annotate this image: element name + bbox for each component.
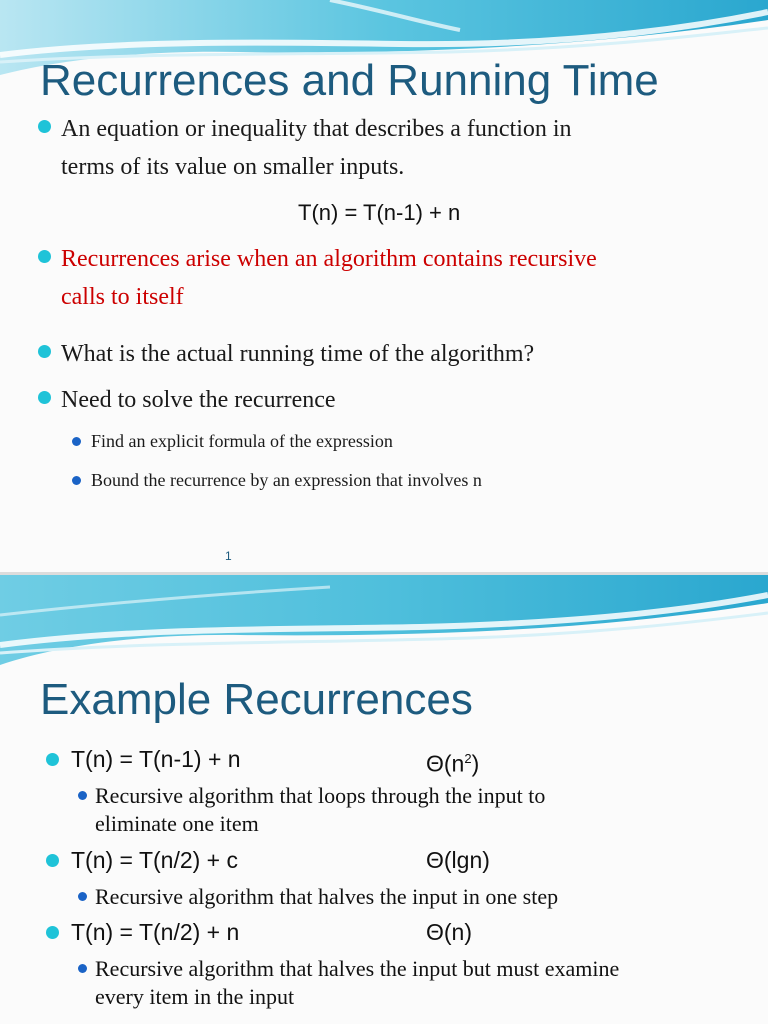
description-line: Recursive algorithm that halves the input but must examine [95, 956, 620, 981]
bullet-text-line: calls to itself [61, 284, 184, 310]
description-line: eliminate one item [95, 811, 259, 836]
bullet-dot-icon [46, 926, 59, 939]
sub-bullet-dot-icon [78, 791, 87, 800]
recurrence-equation: T(n) = T(n/2) + c [71, 847, 239, 873]
bullet-solve-recurrence [38, 381, 336, 419]
sub-bullet-text: Bound the recurrence by an expression that involves n [91, 470, 482, 490]
recurrence-row [46, 845, 490, 875]
recurrence-description [78, 883, 758, 911]
sub-bullet-bound [72, 468, 482, 492]
slide-title: Recurrences and Running Time [40, 56, 659, 105]
bullet-text-line: What is the actual running time of the algorithm? [61, 341, 535, 367]
asymptotic-bound: Θ(lgn) [426, 847, 490, 873]
sub-bullet-text: Find an explicit formula of the expression [91, 431, 393, 451]
recurrence-row [46, 744, 479, 779]
bullet-text-line: Recurrences arise when an algorithm contains recursive [61, 246, 597, 272]
description-line: Recursive algorithm that loops through the input to [95, 783, 546, 808]
bullet-dot-icon [38, 345, 51, 358]
bullet-text-line: Need to solve the recurrence [61, 387, 336, 413]
recurrence-description [78, 782, 758, 838]
recurrence-equation: T(n) = T(n-1) + n [71, 746, 241, 772]
bullet-dot-icon [46, 753, 59, 766]
bullet-text-line: terms of its value on smaller inputs. [61, 154, 405, 180]
bullet-dot-icon [38, 250, 51, 263]
asymptotic-bound: $\Theta(n^2)$ [426, 750, 480, 777]
sub-bullet-dot-icon [72, 476, 81, 485]
sub-bullet-dot-icon [78, 892, 87, 901]
recurrence-row-partial [46, 1015, 71, 1024]
wave-header-decoration [0, 575, 768, 670]
bullet-running-time-question [38, 335, 534, 373]
bullet-definition [38, 110, 572, 186]
recurrence-description [78, 955, 758, 1011]
recurrence-formula: T(n) = T(n-1) + n [298, 200, 461, 225]
sub-bullet-dot-icon [72, 437, 81, 446]
slide-title: Example Recurrences [40, 675, 473, 724]
description-line: Recursive algorithm that halves the input in one step [95, 884, 559, 909]
asymptotic-bound: Θ(n) [426, 919, 472, 945]
slide-2 [0, 575, 768, 1024]
page-number: 1 [225, 549, 232, 563]
recurrence-equation: T(n) = T(n/2) + n [71, 919, 240, 945]
bullet-text-line: An equation or inequality that describes a function in [61, 116, 572, 142]
bullet-dot-icon [38, 391, 51, 404]
recurrence-row [46, 917, 472, 947]
bullet-recursive-calls [38, 240, 597, 316]
bullet-dot-icon [46, 854, 59, 867]
description-line: every item in the input [95, 984, 295, 1009]
sub-bullet-explicit-formula [72, 429, 393, 453]
bullet-dot-icon [38, 120, 51, 133]
sub-bullet-dot-icon [78, 964, 87, 973]
